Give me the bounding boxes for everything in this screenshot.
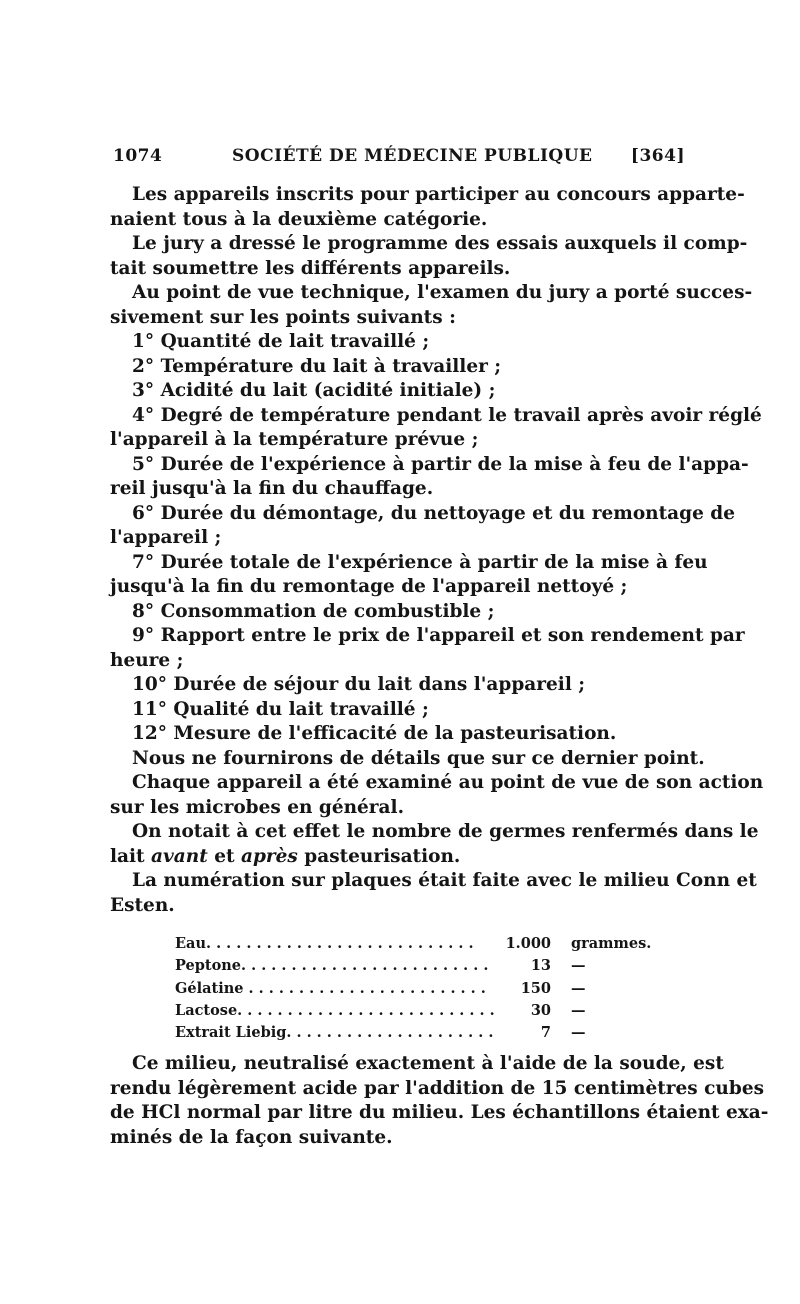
- list-item-11: 11° Qualité du lait travaillé ;: [132, 698, 429, 720]
- ingredient-unit: grammes.: [571, 935, 652, 952]
- ingredient-name: Peptone. . . . . . . . . . . . . . . . . . . . . . . . .: [175, 957, 489, 975]
- italic-avant: avant: [151, 845, 208, 867]
- recipe-row: [175, 1022, 635, 1044]
- paragraph-line: [110, 845, 678, 870]
- ingredient-qty: 30: [530, 1001, 551, 1019]
- paragraph-line: Chaque appareil a été examiné au point de vue de son action: [132, 772, 764, 793]
- recipe-row: [175, 1000, 635, 1022]
- paragraph-line: de HCl normal par litre du milieu. Les échantillons étaient exa-: [110, 1102, 769, 1123]
- running-title: SOCIÉTÉ DE MÉDECINE PUBLIQUE: [232, 146, 593, 166]
- paragraph-line: minés de la façon suivante.: [110, 1126, 393, 1148]
- ingredient-qty: 13: [530, 957, 551, 975]
- paragraph-line: naient tous à la deuxième catégorie.: [110, 208, 488, 230]
- ingredient-name: Lactose. . . . . . . . . . . . . . . . . . . . . . . . . .: [175, 1001, 495, 1019]
- paragraph-line: Ce milieu, neutralisé exactement à l'aide de la soude, est: [132, 1053, 724, 1074]
- list-item-5-cont: reil jusqu'à la fin du chauffage.: [110, 478, 434, 499]
- page-number: 1074: [113, 146, 163, 166]
- paragraph-line: sur les microbes en général.: [110, 796, 405, 818]
- list-item-5: 5° Durée de l'expérience à partir de la mise à feu de l'appa-: [132, 453, 749, 475]
- ingredient-qty: 1.000: [505, 935, 551, 952]
- list-item-6: 6° Durée du démontage, du nettoyage et du remontage de: [132, 502, 736, 524]
- list-item-12: 12° Mesure de l'efficacité de la pasteurisation.: [132, 723, 617, 744]
- list-item-4-cont: l'appareil à la température prévue ;: [110, 429, 479, 450]
- ingredient-name: Gélatine . . . . . . . . . . . . . . . . . . . . . . . .: [175, 979, 486, 997]
- text-run: pasteurisation.: [297, 845, 461, 867]
- list-item-9: 9° Rapport entre le prix de l'appareil et son rendement par: [132, 625, 745, 646]
- ingredient-qty: 150: [520, 979, 551, 997]
- text-run: lait: [110, 845, 152, 867]
- list-item-7-cont: jusqu'à la fin du remontage de l'appareil nettoyé ;: [110, 576, 628, 597]
- paragraph-line: Les appareils inscrits pour participer au concours apparte-: [132, 184, 745, 205]
- ingredient-unit: —: [571, 1001, 586, 1019]
- ingredient-qty: 7: [540, 1024, 551, 1042]
- ingredient-unit: —: [571, 957, 586, 975]
- recipe-row: [175, 978, 635, 1000]
- ingredient-unit: —: [571, 1024, 586, 1042]
- paragraph-line: On notait à cet effet le nombre de germes renfermés dans le: [132, 821, 759, 842]
- paragraph-line: Au point de vue technique, l'examen du jury a porté succes-: [132, 282, 753, 303]
- ingredient-name: Eau. . . . . . . . . . . . . . . . . . . . . . . . . . .: [175, 935, 474, 952]
- running-header: [113, 146, 685, 172]
- paragraph-line: sivement sur les points suivants :: [110, 306, 456, 328]
- list-item-2: 2° Température du lait à travailler ;: [132, 355, 502, 377]
- body-text: [110, 183, 764, 918]
- paragraph-line: Esten.: [110, 894, 175, 916]
- page-reference: [364]: [630, 146, 685, 166]
- paragraph-line: tait soumettre les différents appareils.: [110, 257, 511, 279]
- list-item-8: 8° Consommation de combustible ;: [132, 600, 495, 622]
- recipe-row: [175, 933, 652, 955]
- closing-paragraph: [110, 1052, 769, 1150]
- paragraph-line: Nous ne fournirons de détails que sur ce dernier point.: [132, 747, 705, 769]
- paragraph-line: La numération sur plaques était faite avec le milieu Conn et: [132, 870, 757, 891]
- list-item-4: 4° Degré de température pendant le travail après avoir réglé: [132, 404, 762, 426]
- list-item-9-cont: heure ;: [110, 649, 184, 671]
- list-item-3: 3° Acidité du lait (acidité initiale) ;: [132, 380, 496, 401]
- recipe-table: [175, 933, 652, 1044]
- list-item-7: 7° Durée totale de l'expérience à partir de la mise à feu: [132, 551, 708, 573]
- paragraph-line: Le jury a dressé le programme des essais auxquels il comp-: [132, 233, 748, 254]
- list-item-6-cont: l'appareil ;: [110, 527, 222, 548]
- text-run: et: [207, 845, 241, 867]
- ingredient-name: Extrait Liebig. . . . . . . . . . . . . . . . . . . . .: [175, 1024, 494, 1042]
- list-item-1: 1° Quantité de lait travaillé ;: [132, 331, 430, 352]
- ingredient-unit: —: [571, 979, 586, 997]
- recipe-row: [175, 955, 635, 977]
- italic-apres: après: [240, 845, 298, 867]
- paragraph-line: rendu légèrement acide par l'addition de 15 centimètres cubes: [110, 1077, 765, 1099]
- list-item-10: 10° Durée de séjour du lait dans l'appareil ;: [132, 674, 586, 695]
